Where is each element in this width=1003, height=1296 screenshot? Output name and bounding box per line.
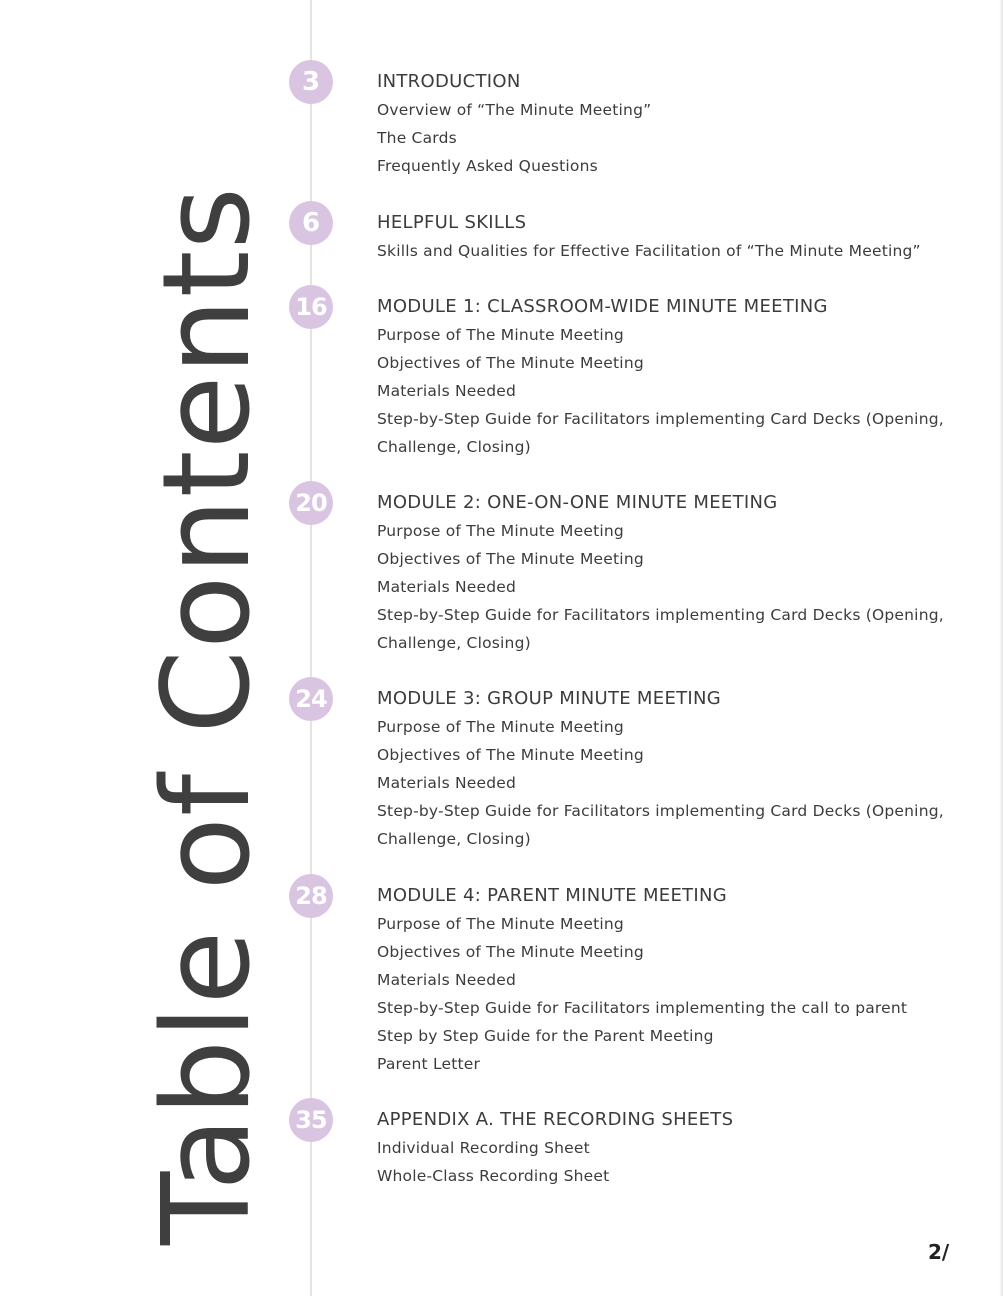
toc-item[interactable]: Individual Recording Sheet (377, 1139, 590, 1157)
toc-heading[interactable]: MODULE 3: GROUP MINUTE MEETING (377, 688, 722, 709)
toc-item[interactable]: Materials Needed (377, 578, 517, 596)
toc-item[interactable]: The Cards (377, 129, 457, 147)
toc-section-content (377, 297, 977, 461)
toc-section-content (377, 213, 977, 265)
toc-item[interactable]: Step by Step Guide for the Parent Meeting (377, 1027, 714, 1045)
toc-heading[interactable]: MODULE 2: ONE-ON-ONE MINUTE MEETING (377, 492, 778, 513)
toc-item-list (377, 96, 977, 180)
toc-item[interactable]: Materials Needed (377, 774, 517, 792)
toc-item[interactable]: Parent Letter (377, 1055, 481, 1073)
page-edge-shadow (999, 0, 1003, 1296)
toc-item[interactable]: Purpose of The Minute Meeting (377, 326, 624, 344)
toc-item[interactable]: Purpose of The Minute Meeting (377, 915, 624, 933)
toc-section-content (377, 689, 977, 853)
toc-item-list (377, 321, 977, 461)
page-number-badge[interactable]: 3 (289, 60, 333, 104)
toc-section-content (377, 1110, 977, 1190)
toc-item[interactable]: Purpose of The Minute Meeting (377, 522, 624, 540)
toc-item[interactable]: Objectives of The Minute Meeting (377, 354, 644, 372)
toc-item[interactable]: Frequently Asked Questions (377, 157, 598, 175)
toc-item-list (377, 517, 977, 657)
toc-heading[interactable]: APPENDIX A. THE RECORDING SHEETS (377, 1109, 734, 1130)
toc-heading[interactable]: INTRODUCTION (377, 71, 521, 92)
toc-item[interactable]: Objectives of The Minute Meeting (377, 550, 644, 568)
toc-item[interactable]: Step-by-Step Guide for Facilitators implementing Card Decks (Opening, (377, 606, 944, 624)
page-number-badge[interactable]: 6 (289, 201, 333, 245)
page-title: Table of Contents (138, 185, 277, 1245)
toc-item[interactable]: Materials Needed (377, 971, 517, 989)
toc-item-list (377, 237, 977, 265)
toc-item[interactable]: Challenge, Closing) (377, 634, 531, 652)
toc-item[interactable]: Overview of “The Minute Meeting” (377, 101, 652, 119)
toc-section-content (377, 493, 977, 657)
toc-section-content (377, 886, 977, 1078)
toc-item[interactable]: Challenge, Closing) (377, 830, 531, 848)
toc-item[interactable]: Objectives of The Minute Meeting (377, 746, 644, 764)
page-number-badge[interactable]: 24 (289, 677, 333, 721)
toc-item-list (377, 910, 977, 1078)
page-number-badge[interactable]: 28 (289, 874, 333, 918)
toc-section-content (377, 72, 977, 180)
page-number: 2/ (928, 1240, 950, 1264)
toc-item[interactable]: Challenge, Closing) (377, 438, 531, 456)
toc-heading[interactable]: MODULE 1: CLASSROOM-WIDE MINUTE MEETING (377, 296, 828, 317)
toc-item[interactable]: Objectives of The Minute Meeting (377, 943, 644, 961)
page-number-badge[interactable]: 16 (289, 285, 333, 329)
toc-item-list (377, 1134, 977, 1190)
toc-item[interactable]: Purpose of The Minute Meeting (377, 718, 624, 736)
toc-item[interactable]: Whole-Class Recording Sheet (377, 1167, 610, 1185)
toc-heading[interactable]: MODULE 4: PARENT MINUTE MEETING (377, 885, 728, 906)
page-number-badge[interactable]: 20 (289, 481, 333, 525)
page-number-badge[interactable]: 35 (289, 1098, 333, 1142)
toc-item[interactable]: Skills and Qualities for Effective Facilitation of “The Minute Meeting” (377, 242, 921, 260)
toc-heading[interactable]: HELPFUL SKILLS (377, 212, 527, 233)
toc-item[interactable]: Step-by-Step Guide for Facilitators implementing Card Decks (Opening, (377, 410, 944, 428)
toc-item[interactable]: Materials Needed (377, 382, 517, 400)
toc-item[interactable]: Step-by-Step Guide for Facilitators implementing the call to parent (377, 999, 908, 1017)
toc-item[interactable]: Step-by-Step Guide for Facilitators implementing Card Decks (Opening, (377, 802, 944, 820)
toc-item-list (377, 713, 977, 853)
